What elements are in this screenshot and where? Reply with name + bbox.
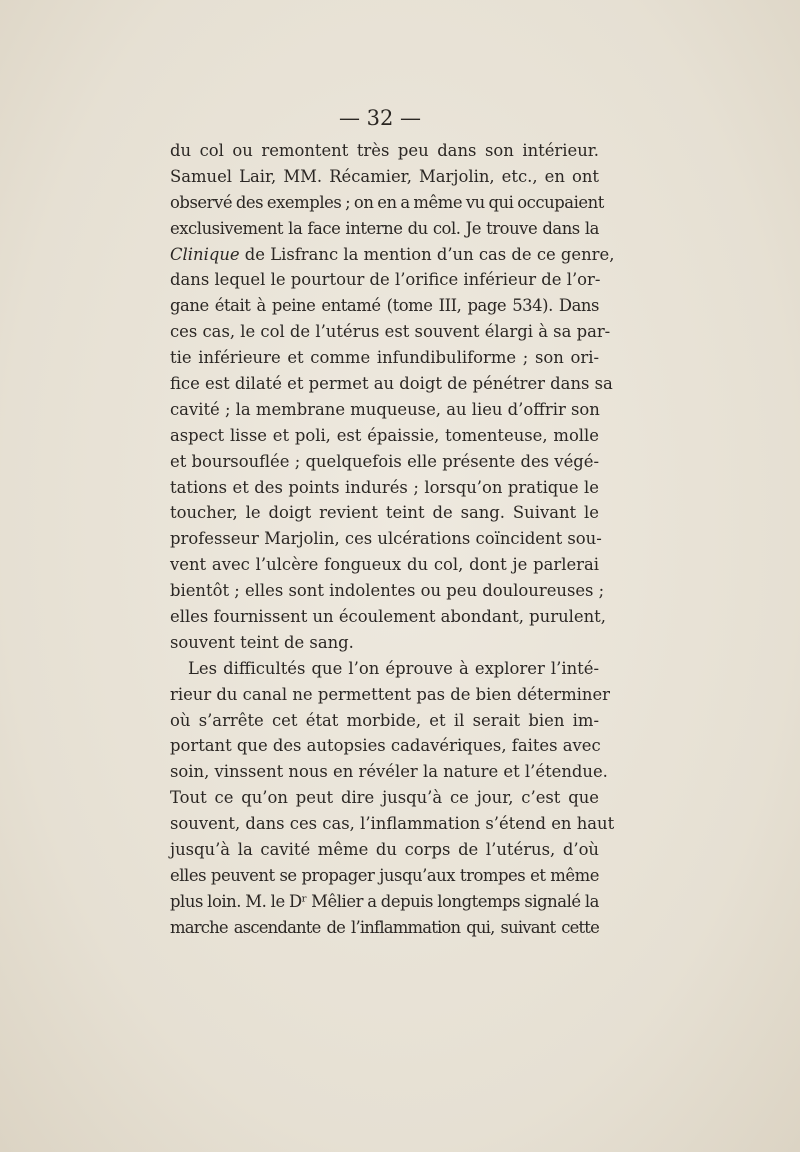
text-line-rest: de Lisfranc la mention d’un cas de ce genre, bbox=[239, 244, 615, 264]
text-line: souvent teint de sang. bbox=[170, 632, 354, 652]
text-line: rieur du canal ne permettent pas de bien déterminer bbox=[170, 684, 611, 704]
text-line: observé des exemples ; on en a même vu qui occupaient bbox=[170, 192, 604, 212]
text-line: bientôt ; elles sont indolentes ou peu douloureuses ; bbox=[170, 581, 605, 601]
text-line: toucher, le doigt revient teint de sang. Suivant le bbox=[170, 503, 599, 523]
text-line: professeur Marjolin, ces ulcérations coïncident sou- bbox=[170, 529, 602, 549]
text-line: souvent, dans ces cas, l’inflammation s’étend en haut bbox=[170, 814, 615, 834]
text-line: tations et des points indurés ; lorsqu’on pratique le bbox=[170, 477, 599, 497]
page-number: — 32 — bbox=[338, 106, 422, 130]
text-line: du col ou remontent très peu dans son intérieur. bbox=[170, 141, 599, 160]
text-line: aspect lisse et poli, est épaissie, tomenteuse, molle bbox=[170, 425, 599, 445]
body-text bbox=[170, 138, 615, 941]
text-line: fice est dilaté et permet au doigt de pénétrer dans sa bbox=[170, 374, 613, 394]
text-line: dans lequel le pourtour de l’orifice inférieur de l’or- bbox=[170, 270, 601, 290]
text-line: gane était à peine entamé (tome III, page 534). Dans bbox=[170, 296, 599, 316]
text-line: tie inférieure et comme infundibuliforme ; son ori- bbox=[170, 348, 599, 368]
text-line: cavité ; la membrane muqueuse, au lieu d’offrir son bbox=[170, 399, 600, 419]
text-line: Tout ce qu’on peut dire jusqu’à ce jour, c’est que bbox=[170, 788, 599, 808]
text-line: plus loin. M. le Dʳ Mêlier a depuis longtemps signalé la bbox=[170, 891, 599, 911]
text-line: marche ascendante de l’inflammation qui, suivant cette bbox=[170, 917, 599, 937]
text-line: elles fournissent un écoulement abondant, purulent, bbox=[170, 607, 606, 627]
text-line: soin, vinssent nous en révéler la nature et l’étendue. bbox=[170, 762, 608, 782]
text-line: vent avec l’ulcère fongueux du col, dont je parlerai bbox=[170, 555, 599, 575]
text-line: jusqu’à la cavité même du corps de l’utérus, d’où bbox=[170, 840, 599, 860]
text-line: où s’arrête cet état morbide, et il serait bien im- bbox=[170, 710, 599, 730]
text-line: ces cas, le col de l’utérus est souvent élargi à sa par- bbox=[170, 322, 611, 342]
text-line: exclusivement la face interne du col. Je trouve dans la bbox=[170, 218, 599, 238]
italic-title: Clinique bbox=[170, 244, 240, 264]
text-line: portant que des autopsies cadavériques, faites avec bbox=[170, 736, 601, 756]
text-line bbox=[170, 242, 615, 268]
text-line: Samuel Lair, MM. Récamier, Marjolin, etc., en ont bbox=[170, 166, 599, 186]
text-line: et boursouflée ; quelquefois elle présente des végé- bbox=[170, 451, 599, 471]
text-line: Les difficultés que l’on éprouve à explorer l’inté- bbox=[188, 658, 599, 678]
text-line: elles peuvent se propager jusqu’aux trompes et même bbox=[170, 865, 599, 885]
